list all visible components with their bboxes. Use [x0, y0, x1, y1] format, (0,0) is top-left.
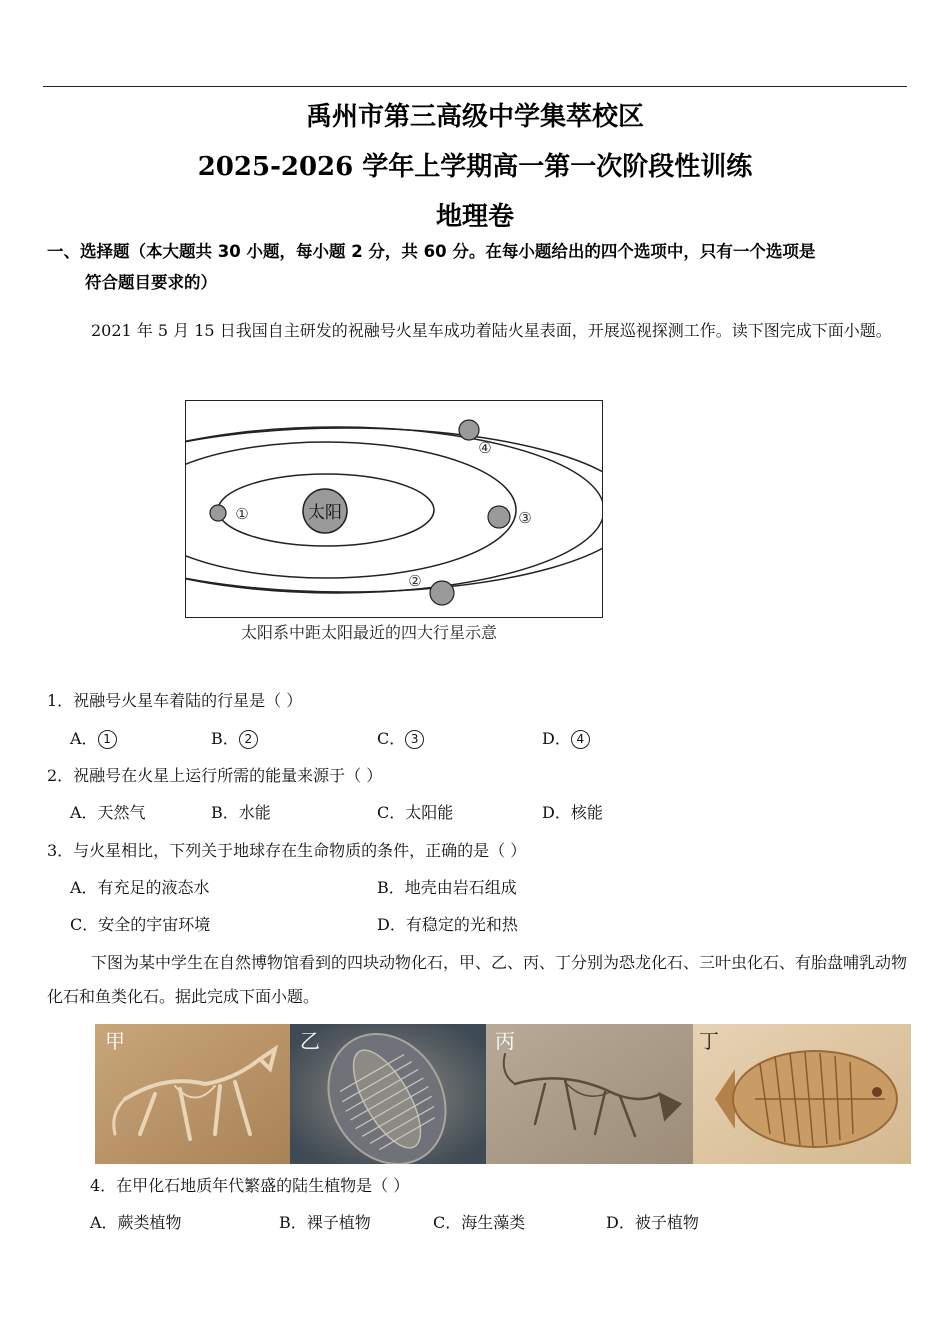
- q2-option-b: B．水能: [211, 803, 271, 822]
- passage-1: [47, 314, 907, 348]
- q3-option-c: C．安全的宇宙环境: [70, 915, 211, 934]
- section-heading-line2: 符合题目要求的）: [85, 273, 217, 292]
- diagram-caption: 太阳系中距太阳最近的四大行星示意: [240, 623, 497, 642]
- q3-option-a: A．有充足的液态水: [70, 878, 210, 897]
- fossil-label-jia: 甲: [105, 1029, 125, 1053]
- q3-option-b: B．地壳由岩石组成: [377, 878, 517, 897]
- q2-option-d: D．核能: [542, 803, 603, 822]
- subject-title: 地理卷: [435, 202, 514, 232]
- q4-option-d: D．被子植物: [606, 1213, 699, 1232]
- q4-option-c: C．海生藻类: [433, 1213, 526, 1232]
- question-4: 4．在甲化石地质年代繁盛的陆生植物是（ ）: [90, 1176, 410, 1195]
- school-title: 禹州市第三高级中学集萃校区: [305, 102, 644, 132]
- exam-title: 2025-2026 学年上学期高一第一次阶段性训练: [197, 152, 753, 182]
- section-heading-line1: 一、选择题（本大题共 30 小题，每小题 2 分，共 60 分。在每小题给出的四个选项中，只有一个选项是: [47, 242, 816, 261]
- planet-1-icon: [210, 505, 226, 521]
- planet-2-label: ②: [408, 572, 422, 590]
- section-heading: [47, 236, 912, 298]
- q3-option-d: D．有稳定的光和热: [377, 915, 518, 934]
- planet-4-label: ④: [478, 439, 492, 457]
- planet-3-icon: [488, 506, 510, 528]
- q2-option-c: C．太阳能: [377, 803, 454, 822]
- fossil-photos: [95, 1024, 911, 1164]
- fossil-label-yi: 乙: [300, 1029, 320, 1053]
- passage-1-text: 2021 年 5 月 15 日我国自主研发的祝融号火星车成功着陆火星表面，开展巡视探测工作。读下图完成下面小题。: [91, 321, 892, 340]
- q4-option-a: A．蕨类植物: [90, 1213, 182, 1232]
- question-3: 3．与火星相比，下列关于地球存在生命物质的条件，正确的是（ ）: [47, 841, 527, 860]
- question-2: 2．祝融号在火星上运行所需的能量来源于（ ）: [47, 766, 383, 785]
- planet-4-icon: [459, 420, 479, 440]
- planet-3-label: ③: [518, 509, 532, 527]
- question-1: 1．祝融号火星车着陆的行星是（ ）: [47, 691, 303, 710]
- top-rule: [43, 86, 907, 87]
- fossil-label-bing: 丙: [495, 1029, 515, 1053]
- fossil-label-ding: 丁: [699, 1029, 719, 1053]
- planet-2-icon: [430, 581, 454, 605]
- q1-option-b: B． 2: [211, 727, 258, 751]
- q2-option-a: A．天然气: [70, 803, 146, 822]
- q1-option-c: C． 3: [377, 727, 424, 751]
- passage-2: [47, 946, 907, 1014]
- passage-2-text: 下图为某中学生在自然博物馆看到的四块动物化石，甲、乙、丙、丁分别为恐龙化石、三叶虫化石、有胎盘哺乳动物化石和鱼类化石。据此完成下面小题。: [47, 953, 908, 1006]
- orbit-svg: [186, 401, 603, 618]
- fossil-svg: [95, 1024, 911, 1164]
- q1-option-a: A． 1: [70, 727, 117, 751]
- planet-1-label: ①: [235, 505, 249, 523]
- q1-option-d: D． 4: [542, 727, 590, 751]
- sun-label: 太阳: [308, 503, 342, 523]
- solar-system-diagram: [185, 400, 603, 618]
- q4-option-b: B．裸子植物: [279, 1213, 371, 1232]
